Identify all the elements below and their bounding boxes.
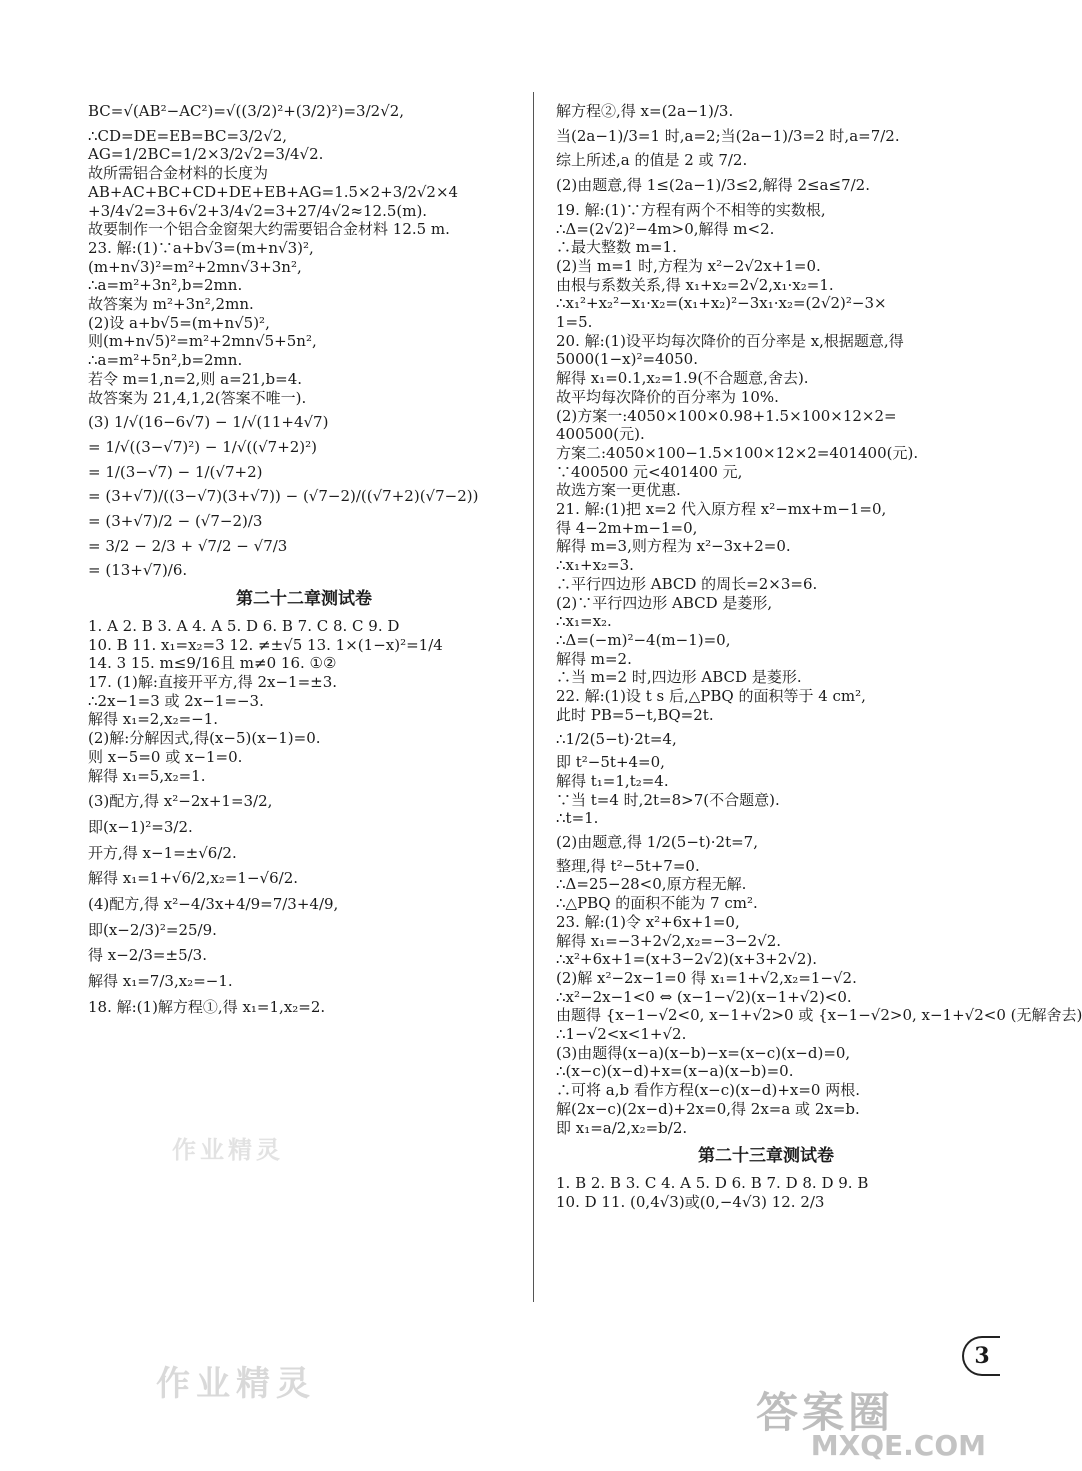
answer-line: 21. 解:(1)把 x=2 代入原方程 x²−mx+m−1=0, [556, 500, 887, 519]
answer-line: 故答案为 m²+3n²,2mn. [88, 295, 254, 314]
answer-line: 解(2x−c)(2x−d)+2x=0,得 2x=a 或 2x=b. [556, 1099, 860, 1118]
answer-line: ∴最大整数 m=1. [556, 238, 677, 257]
answer-line: ∵当 t=4 时,2t=8>7(不合题意). [556, 790, 780, 809]
site-logo [756, 1380, 986, 1462]
answer-line: 整理,得 t²−5t+7=0. [556, 856, 700, 875]
answer-line: 故答案为 21,4,1,2(答案不唯一). [88, 388, 307, 407]
answer-line: 18. 解:(1)解方程①,得 x₁=1,x₂=2. [88, 997, 326, 1016]
answer-line: (2)解 x²−2x−1=0 得 x₁=1+√2,x₂=1−√2. [556, 968, 857, 987]
logo-url-text: MXQE.COM [810, 1429, 986, 1462]
answer-line: (2)方案一:4050×100×0.98+1.5×100×12×2= [556, 406, 897, 425]
answer-line: ∴1−√2<x<1+√2. [556, 1025, 687, 1044]
answer-line: 解得 x₁=5,x₂=1. [88, 766, 206, 785]
answer-line: 解得 x₁=2,x₂=−1. [88, 710, 219, 729]
answer-line: 当(2a−1)/3=1 时,a=2;当(2a−1)/3=2 时,a=7/2. [556, 126, 900, 145]
answer-line: 1=5. [556, 313, 593, 332]
answer-line: 23. 解:(1)∵a+b√3=(m+n√3)², [88, 238, 314, 257]
right-column [556, 96, 1082, 1211]
answer-line: 即(x−1)²=3/2. [88, 817, 193, 836]
answer-line: 解得 m=3,则方程为 x²−3x+2=0. [556, 537, 791, 556]
right-answers-top [556, 102, 1082, 1137]
answer-line: ∴x²−2x−1<0 ⇔ (x−1−√2)(x−1+√2)<0. [556, 987, 852, 1006]
left-column [88, 96, 520, 1017]
answer-line: 17. (1)解:直接开平方,得 2x−1=±3. [88, 672, 338, 691]
answer-line: ∴可将 a,b 看作方程(x−c)(x−d)+x=0 两根. [556, 1081, 860, 1100]
answer-line: 若令 m=1,n=2,则 a=21,b=4. [88, 369, 303, 388]
left-answers-bottom [88, 617, 520, 1017]
answer-line: ∴平行四边形 ABCD 的周长=2×3=6. [556, 574, 818, 593]
column-divider [533, 92, 534, 1302]
answer-line: 5000(1−x)²=4050. [556, 350, 698, 369]
page-number: 3 [962, 1336, 1000, 1376]
answer-line: ∴x₁²+x₂²−x₁·x₂=(x₁+x₂)²−3x₁·x₂=(2√2)²−3× [556, 294, 887, 313]
answer-line: 故平均每次降价的百分率为 10%. [556, 387, 779, 406]
answer-line: 23. 解:(1)令 x²+6x+1=0, [556, 912, 740, 931]
answer-line: (2)由题意,得 1≤(2a−1)/3≤2,解得 2≤a≤7/2. [556, 176, 870, 195]
left-answers-top [88, 102, 520, 580]
answer-line: ∴2x−1=3 或 2x−1=−3. [88, 691, 264, 710]
answer-line: ∴a=m²+3n²,b=2mn. [88, 276, 243, 295]
answer-line: ∴x₁=x₂. [556, 612, 612, 631]
answer-line: 即 t²−5t+4=0, [556, 753, 665, 772]
answer-line: 开方,得 x−1=±√6/2. [88, 843, 237, 862]
answer-line: 方案二:4050×100−1.5×100×12×2=401400(元). [556, 443, 919, 462]
section-title-23: 第二十三章测试卷 [698, 1146, 834, 1167]
answer-line: ∴a=m²+5n²,b=2mn. [88, 351, 243, 370]
answer-line: 即(x−2/3)²=25/9. [88, 920, 217, 939]
answer-line: 则(m+n√5)²=m²+2mn√5+5n², [88, 332, 317, 351]
answer-line: 由根与系数关系,得 x₁+x₂=2√2,x₁·x₂=1. [556, 275, 834, 294]
answer-line: (3)由题得(x−a)(x−b)−x=(x−c)(x−d)=0, [556, 1043, 851, 1062]
section-title-22: 第二十二章测试卷 [236, 589, 372, 610]
answer-line: AB+AC+BC+CD+DE+EB+AG=1.5×2+3/2√2×4 [88, 182, 459, 201]
answer-line: 得 x−2/3=±5/3. [88, 946, 207, 965]
answer-line: 综上所述,a 的值是 2 或 7/2. [556, 151, 748, 170]
answer-line: 10. B 11. x₁=x₂=3 12. ≠±√5 13. 1×(1−x)²=1/4 [88, 635, 443, 654]
answer-line: ∴Δ=25−28<0,原方程无解. [556, 875, 747, 894]
answer-line: 解得 m=2. [556, 649, 632, 668]
answer-line: 解得 x₁=7/3,x₂=−1. [88, 972, 233, 991]
answer-line: ∴t=1. [556, 809, 599, 828]
answer-line: (3)配方,得 x²−2x+1=3/2, [88, 792, 273, 811]
answer-line: 14. 3 15. m≤9/16且 m≠0 16. ①② [88, 654, 337, 673]
answer-line: (2)由题意,得 1/2(5−t)·2t=7, [556, 833, 758, 852]
right-answers-bottom [556, 1174, 976, 1211]
answer-line: 解得 t₁=1,t₂=4. [556, 771, 669, 790]
watermark-bottom: 作业精灵 [156, 1364, 316, 1404]
answer-line: 由题得 {x−1−√2<0, x−1+√2>0 或 {x−1−√2>0, x−1+√2<0 (无解舍去) [556, 1006, 1082, 1025]
answer-line: 解得 x₁=1+√6/2,x₂=1−√6/2. [88, 869, 299, 888]
answer-line: = 1/√((3−√7)²) − 1/√((√7+2)²) [88, 437, 318, 456]
answer-line: 则 x−5=0 或 x−1=0. [88, 747, 243, 766]
answer-line: +3/4√2=3+6√2+3/4√2=3+27/4√2≈12.5(m). [88, 201, 428, 220]
answer-line: 400500(元). [556, 425, 645, 444]
answer-line: ∴△PBQ 的面积不能为 7 cm². [556, 894, 758, 913]
logo-chinese-text: 答案圈 [756, 1388, 895, 1437]
answer-line: AG=1/2BC=1/2×3/2√2=3/4√2. [88, 145, 324, 164]
answer-line: ∴CD=DE=EB=BC=3/2√2, [88, 126, 288, 145]
answer-line: 即 x₁=a/2,x₂=b/2. [556, 1118, 688, 1137]
answer-line: 故要制作一个铝合金窗架大约需要铝合金材料 12.5 m. [88, 220, 450, 239]
answer-line: 此时 PB=5−t,BQ=2t. [556, 705, 714, 724]
answer-line: (2)解:分解因式,得(x−5)(x−1)=0. [88, 729, 321, 748]
answer-line: 得 4−2m+m−1=0, [556, 518, 698, 537]
answer-line: = 3/2 − 2/3 + √7/2 − √7/3 [88, 536, 288, 555]
answer-line: (2)当 m=1 时,方程为 x²−2√2x+1=0. [556, 256, 821, 275]
answer-line: (2)设 a+b√5=(m+n√5)², [88, 313, 270, 332]
answer-line: = (13+√7)/6. [88, 561, 188, 580]
answer-line: ∴x₁+x₂=3. [556, 556, 634, 575]
answer-line: 10. D 11. (0,4√3)或(0,−4√3) 12. 2/3 [556, 1192, 825, 1211]
answer-line: ∴x²+6x+1=(x+3−2√2)(x+3+2√2). [556, 950, 818, 969]
answer-line: 1. A 2. B 3. A 4. A 5. D 6. B 7. C 8. C 9. D [88, 616, 400, 635]
answer-line: ∴Δ=(−m)²−4(m−1)=0, [556, 630, 731, 649]
answer-line: 解方程②,得 x=(2a−1)/3. [556, 102, 734, 120]
answer-line: (3) 1/√(16−6√7) − 1/√(11+4√7) [88, 413, 329, 432]
answer-line: 故所需铝合金材料的长度为 [88, 164, 269, 183]
answer-line: (4)配方,得 x²−4/3x+4/9=7/3+4/9, [88, 895, 339, 914]
answer-line: ∴当 m=2 时,四边形 ABCD 是菱形. [556, 668, 802, 687]
answer-line: = (3+√7)/2 − (√7−2)/3 [88, 512, 263, 531]
answer-line: = 1/(3−√7) − 1/(√7+2) [88, 462, 263, 481]
answer-line: BC=√(AB²−AC²)=√((3/2)²+(3/2)²)=3/2√2, [88, 102, 405, 120]
answer-line: 解得 x₁=−3+2√2,x₂=−3−2√2. [556, 931, 782, 950]
answer-line: 故选方案一更优惠. [556, 481, 681, 500]
answer-line: ∴1/2(5−t)·2t=4, [556, 729, 677, 748]
answer-line: (2)∵平行四边形 ABCD 是菱形, [556, 593, 773, 612]
answer-line: ∵400500 元<401400 元, [556, 462, 743, 481]
watermark-middle: 作业精灵 [172, 1136, 284, 1164]
answer-line: (m+n√3)²=m²+2mn√3+3n², [88, 257, 302, 276]
answer-line: ∴(x−c)(x−d)+x=(x−a)(x−b)=0. [556, 1062, 794, 1081]
answer-line: 解得 x₁=0.1,x₂=1.9(不合题意,舍去). [556, 369, 809, 388]
answer-line: 20. 解:(1)设平均每次降价的百分率是 x,根据题意,得 [556, 331, 904, 350]
answer-line: 19. 解:(1)∵方程有两个不相等的实数根, [556, 200, 826, 219]
answer-line: = (3+√7)/((3−√7)(3+√7)) − (√7−2)/((√7+2)(√7−2)) [88, 487, 479, 506]
answer-line: 22. 解:(1)设 t s 后,△PBQ 的面积等于 4 cm², [556, 687, 866, 706]
answer-line: 1. B 2. B 3. C 4. A 5. D 6. B 7. D 8. D 9. B [556, 1173, 869, 1192]
answer-line: ∴Δ=(2√2)²−4m>0,解得 m<2. [556, 219, 775, 238]
